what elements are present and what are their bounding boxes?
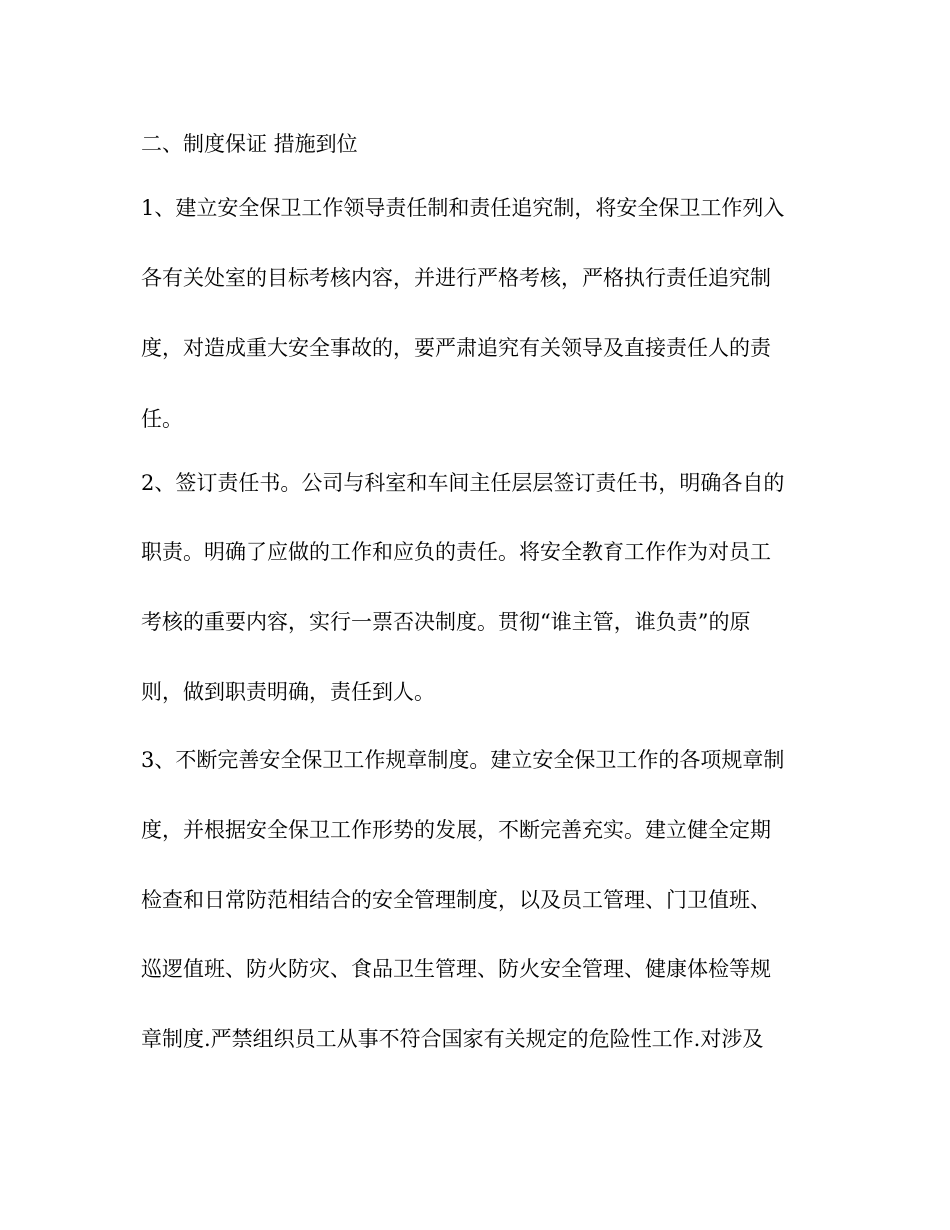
paragraph-line: 考核的重要内容，实行一票否决制度。贯彻“谁主管，谁负责”的原 — [141, 610, 751, 634]
paragraph-line: 任。 — [141, 407, 183, 431]
paragraph-line: 巡逻值班、防火防灾、食品卫生管理、防火安全管理、健康体检等规 — [141, 957, 771, 981]
paragraph-line: 2、签订责任书。公司与科室和车间主任层层签订责任书，明确各自的 — [141, 471, 785, 495]
paragraph-line: 度，对造成重大安全事故的，要严肃追究有关领导及直接责任人的责 — [141, 336, 771, 360]
paragraph-line: 3、不断完善安全保卫工作规章制度。建立安全保卫工作的各项规章制 — [141, 748, 785, 772]
paragraph-line: 检查和日常防范相结合的安全管理制度，以及员工管理、门卫值班、 — [141, 888, 771, 912]
paragraph-line: 职责。明确了应做的工作和应负的责任。将安全教育工作作为对员工 — [141, 540, 771, 564]
paragraph-line: 度，并根据安全保卫工作形势的发展，不断完善充实。建立健全定期 — [141, 818, 771, 842]
paragraph-line: 章制度.严禁组织员工从事不符合国家有关规定的危险性工作.对涉及 — [141, 1027, 764, 1051]
section-heading: 二、制度保证 措施到位 — [141, 132, 358, 156]
paragraph-line: 则，做到职责明确，责任到人。 — [141, 680, 435, 704]
paragraph-line: 1、建立安全保卫工作领导责任制和责任追究制，将安全保卫工作列入 — [141, 196, 785, 220]
paragraph-line: 各有关处室的目标考核内容，并进行严格考核，严格执行责任追究制 — [141, 266, 771, 290]
